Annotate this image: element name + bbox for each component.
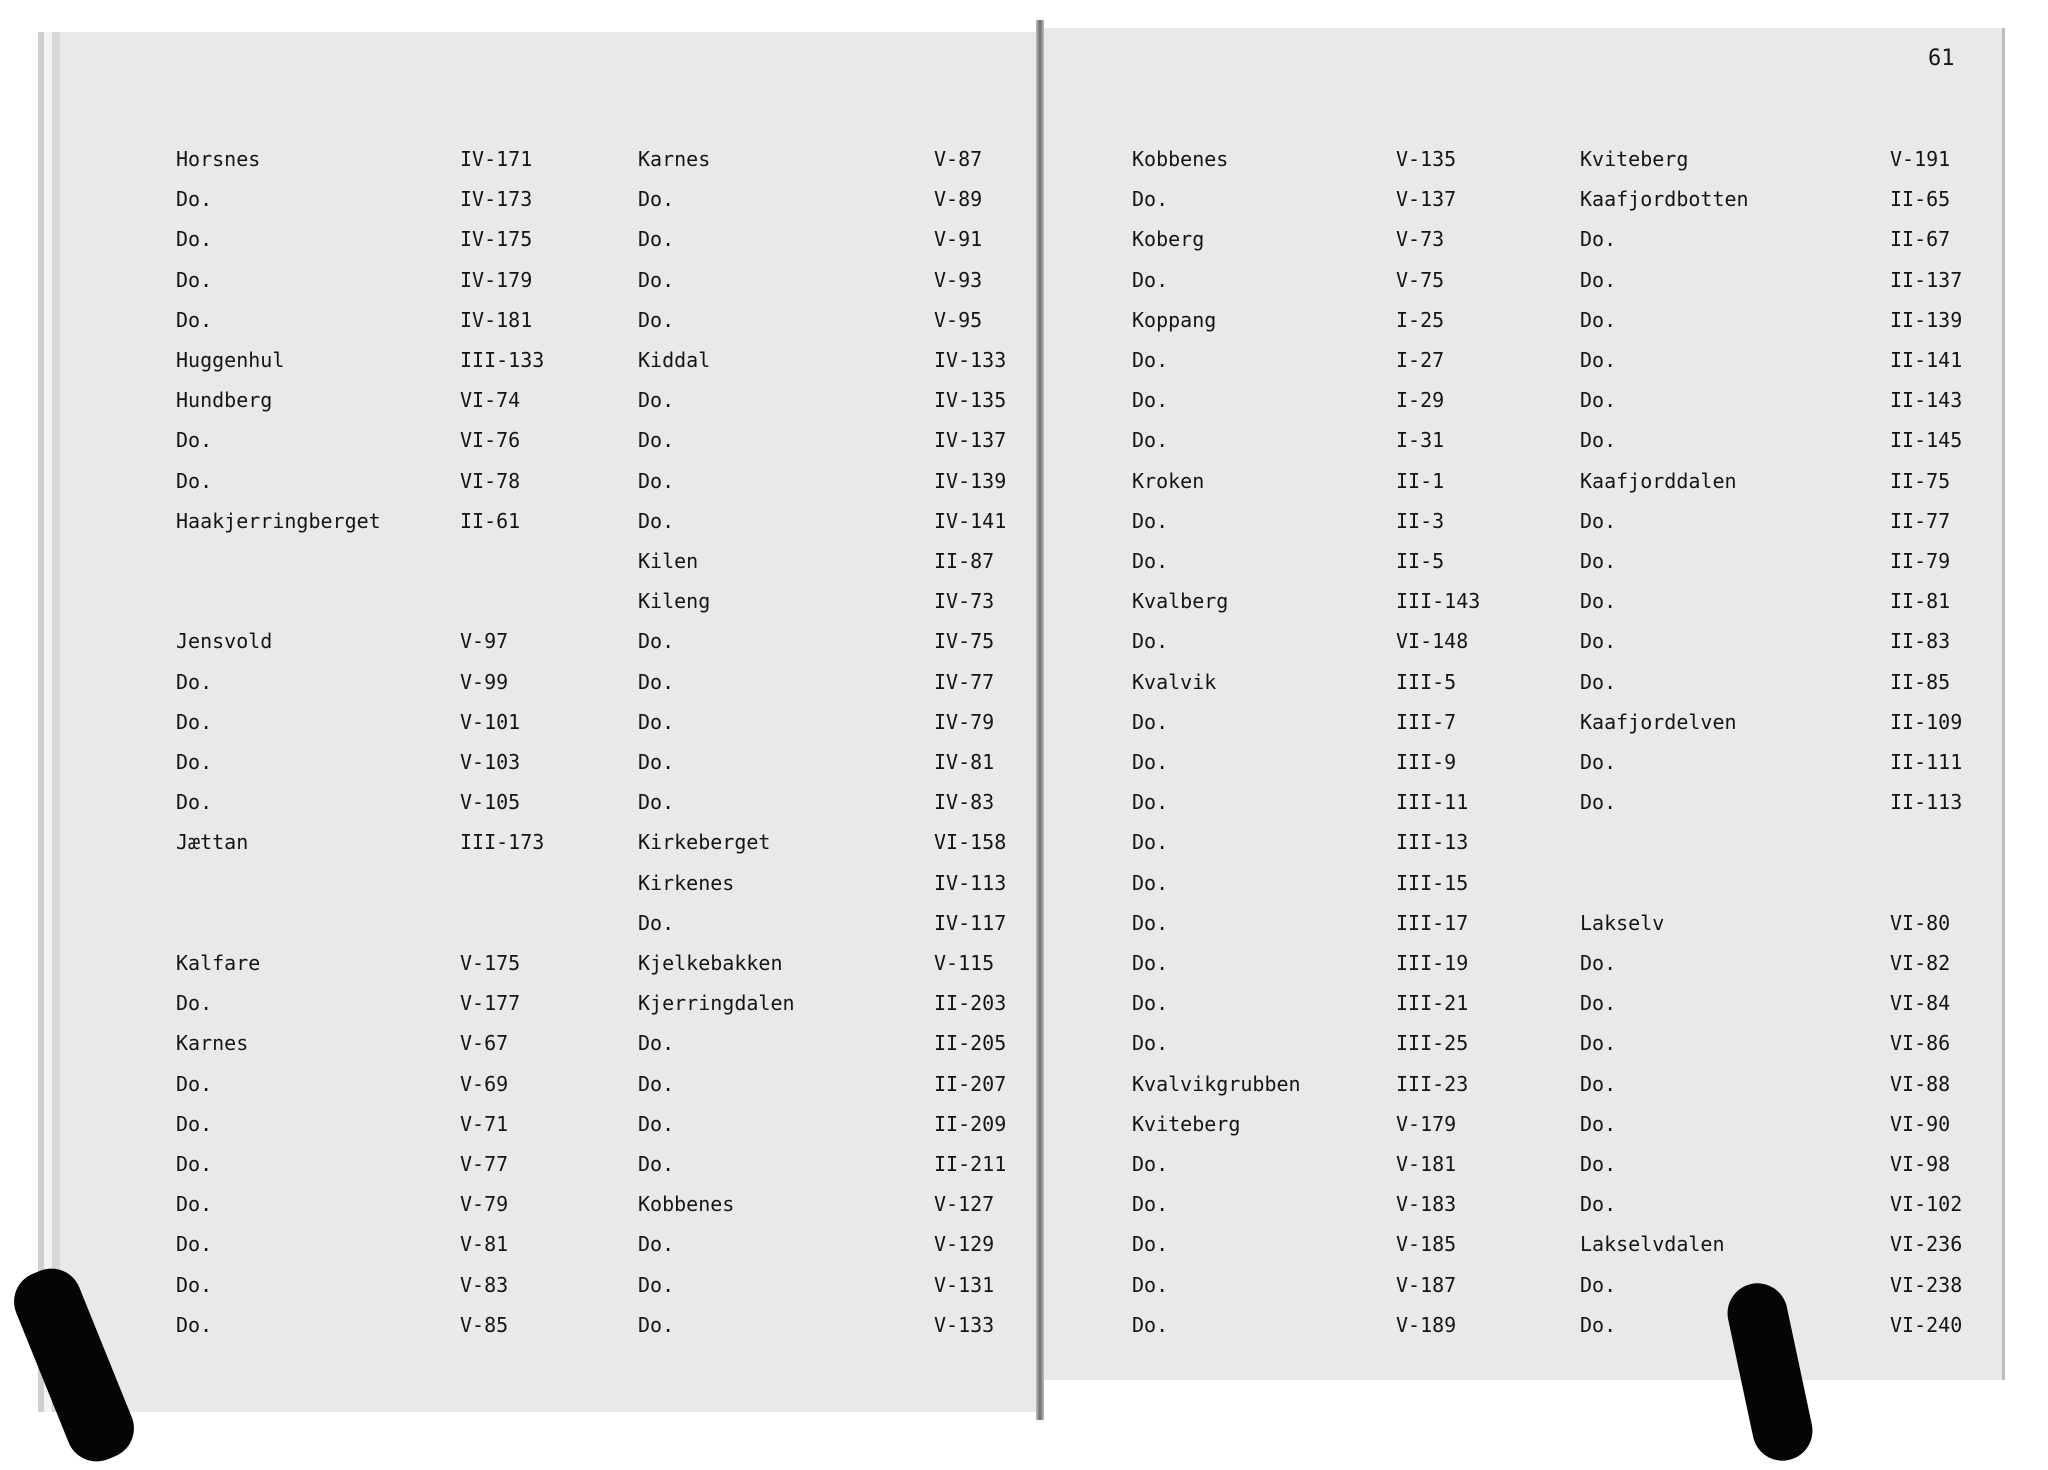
place-name: Do. (638, 1031, 675, 1055)
place-name: Do. (1580, 991, 1617, 1015)
place-name: Kiddal (638, 348, 711, 372)
place-name: Kaafjordbotten (1580, 187, 1749, 211)
book-gutter (1036, 20, 1044, 1420)
place-name: Do. (638, 509, 675, 533)
place-name: Do. (176, 308, 213, 332)
volume-page-ref: V-115 (934, 951, 995, 975)
place-name: Do. (638, 1273, 675, 1297)
place-name: Do. (1580, 1313, 1617, 1337)
place-name: Do. (638, 1152, 675, 1176)
place-name: Do. (1132, 268, 1169, 292)
volume-page-ref: VI-74 (460, 388, 521, 412)
volume-page-ref: V-85 (460, 1313, 509, 1337)
place-name: Do. (1132, 549, 1169, 573)
volume-page-ref: V-105 (460, 790, 521, 814)
place-name: Kirkenes (638, 871, 735, 895)
place-name: Do. (176, 710, 213, 734)
place-name: Kviteberg (1132, 1112, 1241, 1136)
page-number: 61 (1928, 46, 1955, 71)
place-name: Lakselv (1580, 911, 1665, 935)
volume-page-ref: V-103 (460, 750, 521, 774)
volume-page-ref: V-127 (934, 1192, 995, 1216)
place-name: Do. (638, 469, 675, 493)
volume-page-ref: I-29 (1396, 388, 1445, 412)
place-name: Do. (1132, 187, 1169, 211)
volume-page-ref: VI-82 (1890, 951, 1951, 975)
volume-page-ref: V-77 (460, 1152, 509, 1176)
place-name: Do. (1580, 589, 1617, 613)
place-name: Karnes (638, 147, 711, 171)
volume-page-ref: III-133 (460, 348, 545, 372)
place-name: Kjelkebakken (638, 951, 783, 975)
volume-page-ref: I-25 (1396, 308, 1445, 332)
volume-page-ref: IV-171 (460, 147, 533, 171)
place-name: Do. (638, 268, 675, 292)
volume-page-ref: III-7 (1396, 710, 1457, 734)
volume-page-ref: II-143 (1890, 388, 1963, 412)
place-name: Do. (638, 227, 675, 251)
volume-page-ref: IV-135 (934, 388, 1007, 412)
volume-page-ref: II-209 (934, 1112, 1007, 1136)
place-name: Kalfare (176, 951, 261, 975)
place-name: Do. (1132, 991, 1169, 1015)
volume-page-ref: III-15 (1396, 871, 1469, 895)
volume-page-ref: V-73 (1396, 227, 1445, 251)
volume-page-ref: II-3 (1396, 509, 1445, 533)
place-name: Koppang (1132, 308, 1217, 332)
place-name: Do. (1580, 1072, 1617, 1096)
volume-page-ref: II-87 (934, 549, 995, 573)
volume-page-ref: III-11 (1396, 790, 1469, 814)
place-name: Koberg (1132, 227, 1205, 251)
volume-page-ref: II-61 (460, 509, 521, 533)
volume-page-ref: III-143 (1396, 589, 1481, 613)
volume-page-ref: IV-75 (934, 629, 995, 653)
volume-page-ref: II-1 (1396, 469, 1445, 493)
place-name: Do. (1580, 1273, 1617, 1297)
place-name: Do. (1132, 830, 1169, 854)
place-name: Kirkeberget (638, 830, 771, 854)
place-name: Jættan (176, 830, 249, 854)
place-name: Do. (1132, 710, 1169, 734)
volume-page-ref: II-205 (934, 1031, 1007, 1055)
volume-page-ref: V-93 (934, 268, 983, 292)
volume-page-ref: V-135 (1396, 147, 1457, 171)
place-name: Do. (1580, 670, 1617, 694)
place-name: Kileng (638, 589, 711, 613)
place-name: Kilen (638, 549, 699, 573)
volume-page-ref: II-109 (1890, 710, 1963, 734)
place-name: Do. (638, 911, 675, 935)
volume-page-ref: II-5 (1396, 549, 1445, 573)
volume-page-ref: II-207 (934, 1072, 1007, 1096)
volume-page-ref: VI-90 (1890, 1112, 1951, 1136)
volume-page-ref: V-185 (1396, 1232, 1457, 1256)
volume-page-ref: VI-76 (460, 428, 521, 452)
volume-page-ref: V-79 (460, 1192, 509, 1216)
place-name: Do. (638, 629, 675, 653)
volume-page-ref: IV-181 (460, 308, 533, 332)
volume-page-ref: V-83 (460, 1273, 509, 1297)
place-name: Kaafjordelven (1580, 710, 1737, 734)
place-name: Kvalvik (1132, 670, 1217, 694)
place-name: Do. (638, 1072, 675, 1096)
place-name: Do. (1132, 348, 1169, 372)
place-name: Do. (1132, 388, 1169, 412)
volume-page-ref: I-31 (1396, 428, 1445, 452)
volume-page-ref: IV-173 (460, 187, 533, 211)
volume-page-ref: III-9 (1396, 750, 1457, 774)
volume-page-ref: III-21 (1396, 991, 1469, 1015)
place-name: Do. (638, 1232, 675, 1256)
volume-page-ref: IV-73 (934, 589, 995, 613)
place-name: Kaafjorddalen (1580, 469, 1737, 493)
volume-page-ref: V-187 (1396, 1273, 1457, 1297)
volume-page-ref: IV-77 (934, 670, 995, 694)
volume-page-ref: III-13 (1396, 830, 1469, 854)
place-name: Jensvold (176, 629, 273, 653)
place-name: Do. (1580, 509, 1617, 533)
volume-page-ref: V-189 (1396, 1313, 1457, 1337)
place-name: Do. (176, 670, 213, 694)
volume-page-ref: VI-86 (1890, 1031, 1951, 1055)
volume-page-ref: II-65 (1890, 187, 1951, 211)
place-name: Do. (1132, 1273, 1169, 1297)
volume-page-ref: V-91 (934, 227, 983, 251)
place-name: Do. (1580, 227, 1617, 251)
place-name: Do. (1132, 428, 1169, 452)
volume-page-ref: II-75 (1890, 469, 1951, 493)
volume-page-ref: VI-158 (934, 830, 1007, 854)
place-name: Horsnes (176, 147, 261, 171)
place-name: Do. (176, 1273, 213, 1297)
volume-page-ref: III-23 (1396, 1072, 1469, 1096)
volume-page-ref: IV-113 (934, 871, 1007, 895)
place-name: Do. (1580, 549, 1617, 573)
volume-page-ref: V-183 (1396, 1192, 1457, 1216)
volume-page-ref: VI-84 (1890, 991, 1951, 1015)
volume-page-ref: II-211 (934, 1152, 1007, 1176)
place-name: Do. (1580, 951, 1617, 975)
volume-page-ref: III-5 (1396, 670, 1457, 694)
volume-page-ref: V-69 (460, 1072, 509, 1096)
place-name: Do. (638, 428, 675, 452)
volume-page-ref: III-19 (1396, 951, 1469, 975)
volume-page-ref: II-67 (1890, 227, 1951, 251)
volume-page-ref: V-179 (1396, 1112, 1457, 1136)
volume-page-ref: VI-240 (1890, 1313, 1963, 1337)
place-name: Do. (176, 1072, 213, 1096)
place-name: Do. (176, 1112, 213, 1136)
place-name: Kroken (1132, 469, 1205, 493)
volume-page-ref: II-141 (1890, 348, 1963, 372)
volume-page-ref: II-81 (1890, 589, 1951, 613)
volume-page-ref: II-77 (1890, 509, 1951, 533)
place-name: Do. (638, 1313, 675, 1337)
place-name: Kvalberg (1132, 589, 1229, 613)
place-name: Do. (638, 670, 675, 694)
volume-page-ref: VI-80 (1890, 911, 1951, 935)
place-name: Do. (1132, 951, 1169, 975)
place-name: Do. (1132, 1232, 1169, 1256)
volume-page-ref: IV-141 (934, 509, 1007, 533)
volume-page-ref: II-137 (1890, 268, 1963, 292)
place-name: Do. (638, 790, 675, 814)
place-name: Do. (176, 991, 213, 1015)
volume-page-ref: IV-175 (460, 227, 533, 251)
place-name: Do. (1132, 1152, 1169, 1176)
volume-page-ref: VI-148 (1396, 629, 1469, 653)
place-name: Do. (1132, 911, 1169, 935)
place-name: Do. (1132, 1313, 1169, 1337)
place-name: Do. (1132, 629, 1169, 653)
volume-page-ref: VI-78 (460, 469, 521, 493)
volume-page-ref: V-75 (1396, 268, 1445, 292)
place-name: Do. (1580, 348, 1617, 372)
volume-page-ref: IV-117 (934, 911, 1007, 935)
volume-page-ref: V-137 (1396, 187, 1457, 211)
volume-page-ref: III-25 (1396, 1031, 1469, 1055)
place-name: Do. (176, 227, 213, 251)
volume-page-ref: II-83 (1890, 629, 1951, 653)
place-name: Do. (176, 469, 213, 493)
volume-page-ref: V-131 (934, 1273, 995, 1297)
volume-page-ref: II-113 (1890, 790, 1963, 814)
volume-page-ref: III-173 (460, 830, 545, 854)
volume-page-ref: V-133 (934, 1313, 995, 1337)
volume-page-ref: IV-179 (460, 268, 533, 292)
place-name: Do. (176, 1192, 213, 1216)
place-name: Do. (1580, 750, 1617, 774)
volume-page-ref: II-85 (1890, 670, 1951, 694)
place-name: Lakselvdalen (1580, 1232, 1725, 1256)
volume-page-ref: VI-102 (1890, 1192, 1963, 1216)
place-name: Do. (1580, 1152, 1617, 1176)
volume-page-ref: V-181 (1396, 1152, 1457, 1176)
place-name: Do. (1580, 308, 1617, 332)
place-name: Do. (176, 1313, 213, 1337)
place-name: Do. (1580, 1192, 1617, 1216)
place-name: Do. (638, 750, 675, 774)
volume-page-ref: VI-236 (1890, 1232, 1963, 1256)
volume-page-ref: IV-79 (934, 710, 995, 734)
volume-page-ref: III-17 (1396, 911, 1469, 935)
place-name: Do. (176, 1152, 213, 1176)
volume-page-ref: IV-137 (934, 428, 1007, 452)
place-name: Do. (1132, 750, 1169, 774)
place-name: Do. (638, 308, 675, 332)
volume-page-ref: V-71 (460, 1112, 509, 1136)
place-name: Do. (176, 750, 213, 774)
place-name: Do. (1132, 790, 1169, 814)
place-name: Do. (176, 790, 213, 814)
place-name: Do. (1580, 629, 1617, 653)
place-name: Do. (1580, 428, 1617, 452)
volume-page-ref: VI-238 (1890, 1273, 1963, 1297)
volume-page-ref: V-89 (934, 187, 983, 211)
place-name: Kvalvikgrubben (1132, 1072, 1301, 1096)
place-name: Do. (638, 187, 675, 211)
place-name: Do. (1580, 1112, 1617, 1136)
place-name: Haakjerringberget (176, 509, 381, 533)
volume-page-ref: V-67 (460, 1031, 509, 1055)
volume-page-ref: II-145 (1890, 428, 1963, 452)
volume-page-ref: V-101 (460, 710, 521, 734)
volume-page-ref: IV-83 (934, 790, 995, 814)
volume-page-ref: V-87 (934, 147, 983, 171)
volume-page-ref: VI-88 (1890, 1072, 1951, 1096)
place-name: Kobbenes (1132, 147, 1229, 171)
place-name: Do. (1580, 388, 1617, 412)
place-name: Kviteberg (1580, 147, 1689, 171)
place-name: Huggenhul (176, 348, 285, 372)
place-name: Do. (176, 187, 213, 211)
place-name: Do. (638, 388, 675, 412)
place-name: Do. (1132, 1192, 1169, 1216)
volume-page-ref: II-111 (1890, 750, 1963, 774)
volume-page-ref: IV-81 (934, 750, 995, 774)
place-name: Do. (176, 1232, 213, 1256)
place-name: Karnes (176, 1031, 249, 1055)
volume-page-ref: V-99 (460, 670, 509, 694)
place-name: Do. (1132, 871, 1169, 895)
place-name: Do. (1132, 509, 1169, 533)
volume-page-ref: V-97 (460, 629, 509, 653)
volume-page-ref: V-81 (460, 1232, 509, 1256)
place-name: Do. (1580, 790, 1617, 814)
place-name: Do. (176, 268, 213, 292)
place-name: Do. (638, 710, 675, 734)
volume-page-ref: IV-139 (934, 469, 1007, 493)
volume-page-ref: V-191 (1890, 147, 1951, 171)
place-name: Hundberg (176, 388, 273, 412)
place-name: Do. (176, 428, 213, 452)
volume-page-ref: V-177 (460, 991, 521, 1015)
place-name: Do. (1580, 1031, 1617, 1055)
volume-page-ref: V-129 (934, 1232, 995, 1256)
volume-page-ref: II-79 (1890, 549, 1951, 573)
volume-page-ref: IV-133 (934, 348, 1007, 372)
place-name: Kjerringdalen (638, 991, 795, 1015)
volume-page-ref: II-139 (1890, 308, 1963, 332)
place-name: Kobbenes (638, 1192, 735, 1216)
place-name: Do. (1132, 1031, 1169, 1055)
volume-page-ref: V-175 (460, 951, 521, 975)
place-name: Do. (638, 1112, 675, 1136)
volume-page-ref: V-95 (934, 308, 983, 332)
place-name: Do. (1580, 268, 1617, 292)
volume-page-ref: VI-98 (1890, 1152, 1951, 1176)
volume-page-ref: I-27 (1396, 348, 1445, 372)
volume-page-ref: II-203 (934, 991, 1007, 1015)
